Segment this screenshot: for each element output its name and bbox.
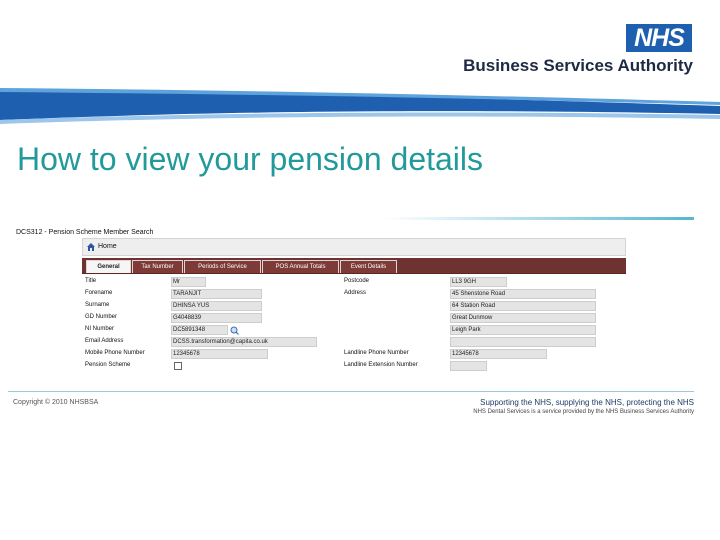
gd-number-label: GD Number xyxy=(85,314,118,320)
email-field[interactable]: DCSS.transformation@capita.co.uk xyxy=(171,337,317,347)
address-label: Address xyxy=(344,290,367,296)
address-line-5-field[interactable] xyxy=(450,337,596,347)
postcode-label: Postcode xyxy=(344,278,370,284)
section-divider xyxy=(384,217,694,220)
mobile-phone-field[interactable]: 12345678 xyxy=(171,349,268,359)
surname-field[interactable]: DHINSA YUS xyxy=(171,301,262,311)
footer-divider xyxy=(8,391,694,392)
surname-label: Surname xyxy=(85,302,110,308)
home-bar xyxy=(82,238,626,256)
search-icon[interactable] xyxy=(230,326,239,335)
tab-periods-of-service[interactable]: Periods of Service xyxy=(184,260,261,273)
footer-note: NHS Dental Services is a service provided by the NHS Business Services Authority xyxy=(473,409,694,415)
tab-tax-number[interactable]: Tax Number xyxy=(132,260,183,273)
home-icon[interactable] xyxy=(86,242,96,252)
landline-extension-label: Landline Extension Number xyxy=(344,362,418,368)
title-label: Title xyxy=(85,278,97,284)
tab-event-details[interactable]: Event Details xyxy=(340,260,397,273)
postcode-field[interactable]: LL3 9GH xyxy=(450,277,507,287)
nhs-logo: NHS xyxy=(626,24,692,52)
tab-general[interactable]: General xyxy=(86,260,131,273)
tab-bar xyxy=(82,258,626,274)
org-name: Business Services Authority xyxy=(463,56,693,75)
header-swoosh xyxy=(0,86,720,126)
pension-scheme-label: Pension Scheme xyxy=(85,362,131,368)
address-line-3-field[interactable]: Great Dunmow xyxy=(450,313,596,323)
ni-number-label: NI Number xyxy=(85,326,115,332)
address-line-4-field[interactable]: Leigh Park xyxy=(450,325,596,335)
member-details-form xyxy=(82,274,626,374)
ni-number-field[interactable]: DC5891348 xyxy=(171,325,228,335)
strapline: Supporting the NHS, supplying the NHS, protecting the NHS xyxy=(480,398,694,407)
gd-number-field[interactable]: G4048839 xyxy=(171,313,262,323)
forename-field[interactable]: TARANJIT xyxy=(171,289,262,299)
landline-phone-field[interactable]: 12345678 xyxy=(450,349,547,359)
slide-title: How to view your pension details xyxy=(17,141,484,177)
title-field[interactable]: Mr xyxy=(171,277,206,287)
mobile-phone-label: Mobile Phone Number xyxy=(85,350,145,356)
tab-pos-annual-totals[interactable]: POS Annual Totals xyxy=(262,260,339,273)
address-line-2-field[interactable]: 64 Station Road xyxy=(450,301,596,311)
home-link[interactable]: Home xyxy=(98,243,117,250)
forename-label: Forename xyxy=(85,290,113,296)
email-label: Email Address xyxy=(85,338,124,344)
pension-scheme-checkbox[interactable] xyxy=(174,362,182,370)
landline-phone-label: Landline Phone Number xyxy=(344,350,409,356)
screen-title: DCS312 - Pension Scheme Member Search xyxy=(16,229,154,236)
copyright-text: Copyright © 2010 NHSBSA xyxy=(13,399,99,406)
address-line-1-field[interactable]: 45 Shenstone Road xyxy=(450,289,596,299)
landline-extension-field[interactable] xyxy=(450,361,487,371)
